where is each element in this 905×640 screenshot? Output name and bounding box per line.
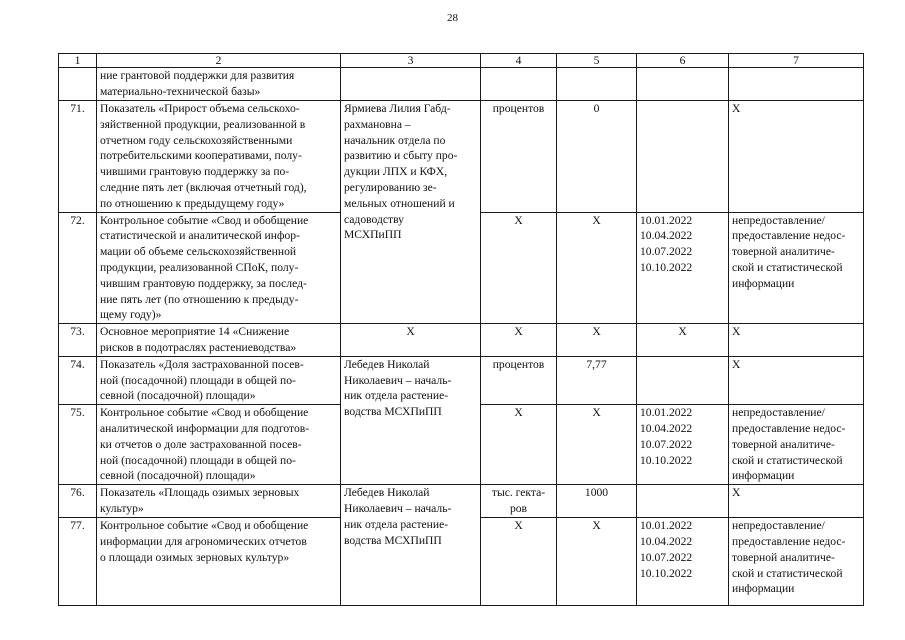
table-row-71 bbox=[59, 101, 864, 213]
col-header-7: 7 bbox=[729, 54, 864, 68]
row-dates bbox=[637, 101, 729, 213]
row-description: Показатель «Прирост объема сельскохо- зяйственной продукции, реализованной в отчетном году сельскохозяйственными потребительскими кооперативами, полу- чившими грантовую поддержку за по- следние пять лет (включая отчетный год), по отношению к предыдущему году» bbox=[97, 101, 341, 213]
row-description: Показатель «Доля застрахованной посев- ной (посадочной) площади в общей по- севной (посадочной) площади» bbox=[97, 356, 341, 404]
row-unit: тыс. гекта- ров bbox=[481, 485, 557, 518]
col-header-4: 4 bbox=[481, 54, 557, 68]
row-description: ние грантовой поддержки для развития материально-технической базы» bbox=[97, 68, 341, 101]
row-value: Х bbox=[557, 405, 637, 485]
row-dates: 10.01.2022 10.04.2022 10.07.2022 10.10.2022 bbox=[637, 212, 729, 324]
row-dates: 10.01.2022 10.04.2022 10.07.2022 10.10.2022 bbox=[637, 518, 729, 606]
col-header-2: 2 bbox=[97, 54, 341, 68]
row-description: Основное мероприятие 14 «Снижение рисков в подотраслях растениеводства» bbox=[97, 324, 341, 357]
col-header-1: 1 bbox=[59, 54, 97, 68]
table-row-74 bbox=[59, 356, 864, 404]
row-description: Показатель «Площадь озимых зерновых культур» bbox=[97, 485, 341, 518]
table-row-continuation bbox=[59, 68, 864, 101]
row-number: 71. bbox=[59, 101, 97, 213]
row-dates: Х bbox=[637, 324, 729, 357]
row-dates: 10.01.2022 10.04.2022 10.07.2022 10.10.2022 bbox=[637, 405, 729, 485]
row-dates bbox=[637, 485, 729, 518]
col-header-3: 3 bbox=[341, 54, 481, 68]
row-risk: Х bbox=[729, 101, 864, 213]
row-value: 1000 bbox=[557, 485, 637, 518]
col-header-5: 5 bbox=[557, 54, 637, 68]
row-risk: Х bbox=[729, 324, 864, 357]
row-value bbox=[557, 68, 637, 101]
row-unit: процентов bbox=[481, 101, 557, 213]
row-dates bbox=[637, 68, 729, 101]
row-value: Х bbox=[557, 324, 637, 357]
row-unit: Х bbox=[481, 324, 557, 357]
row-description: Контрольное событие «Свод и обобщение информации для агрономических отчетов о площади озимых зерновых культур» bbox=[97, 518, 341, 606]
row-number: 72. bbox=[59, 212, 97, 324]
row-dates bbox=[637, 356, 729, 404]
row-risk: непредоставление/ предоставление недос- товерной аналитиче- ской и статистической информации bbox=[729, 518, 864, 606]
row-value: 0 bbox=[557, 101, 637, 213]
row-description: Контрольное событие «Свод и обобщение статистической и аналитической инфор- мации об объеме сельскохозяйственной продукции, реализованной СПоК, полу- чившим грантовую поддержку, за послед- ние пять лет (по отношению к предыду- щему году)» bbox=[97, 212, 341, 324]
page-number: 28 bbox=[447, 12, 458, 24]
col-header-6: 6 bbox=[637, 54, 729, 68]
row-unit: Х bbox=[481, 405, 557, 485]
row-responsible: Лебедев Николай Николаевич – началь- ник отдела растение- водства МСХПиПП bbox=[341, 485, 481, 606]
row-responsible: Х bbox=[341, 324, 481, 357]
header-row bbox=[59, 54, 864, 68]
row-responsible: Лебедев Николай Николаевич – началь- ник отдела растение- водства МСХПиПП bbox=[341, 356, 481, 484]
row-value: 7,77 bbox=[557, 356, 637, 404]
row-unit bbox=[481, 68, 557, 101]
table-row-73 bbox=[59, 324, 864, 357]
row-description: Контрольное событие «Свод и обобщение аналитической информации для подготов- ки отчетов о доле застрахованной посев- ной (посадочной) площади в общей по- севной (посадочной) площади» bbox=[97, 405, 341, 485]
row-number: 75. bbox=[59, 405, 97, 485]
row-value: Х bbox=[557, 212, 637, 324]
row-risk: непредоставление/ предоставление недос- товерной аналитиче- ской и статистической информации bbox=[729, 212, 864, 324]
row-unit: Х bbox=[481, 518, 557, 606]
plan-table bbox=[58, 53, 864, 606]
row-number: 76. bbox=[59, 485, 97, 518]
row-responsible bbox=[341, 68, 481, 101]
row-number: 73. bbox=[59, 324, 97, 357]
row-value: Х bbox=[557, 518, 637, 606]
row-number bbox=[59, 68, 97, 101]
row-number: 74. bbox=[59, 356, 97, 404]
row-risk: Х bbox=[729, 356, 864, 404]
row-risk bbox=[729, 68, 864, 101]
row-risk: Х bbox=[729, 485, 864, 518]
row-number: 77. bbox=[59, 518, 97, 606]
row-unit: процентов bbox=[481, 356, 557, 404]
row-unit: Х bbox=[481, 212, 557, 324]
row-risk: непредоставление/ предоставление недос- товерной аналитиче- ской и статистической информации bbox=[729, 405, 864, 485]
table-row-76 bbox=[59, 485, 864, 518]
row-responsible: Ярмиева Лилия Габд- рахмановна – начальник отдела по развитию и сбыту про- дукции ЛПХ и КФХ, регулированию зе- мельных отношений и садоводству МСХПиПП bbox=[341, 101, 481, 324]
